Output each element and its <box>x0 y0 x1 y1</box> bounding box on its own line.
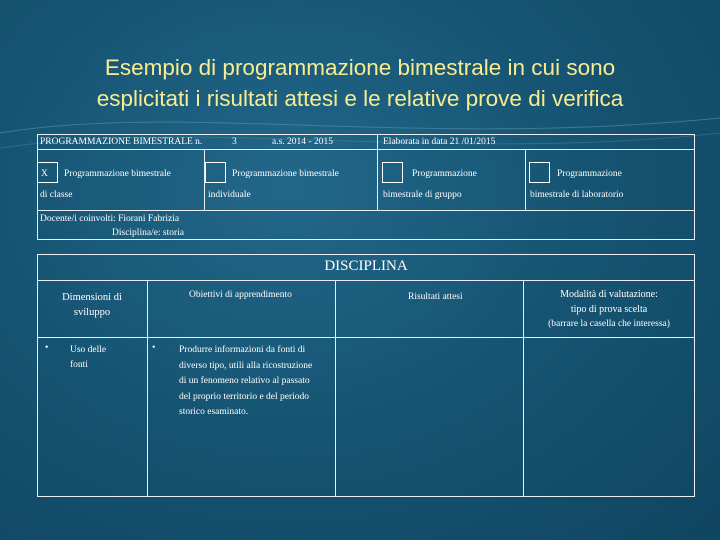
class-option-label-2: di classe <box>40 190 73 200</box>
lab-option-label-2: bimestrale di laboratorio <box>530 190 624 200</box>
discipline-title: DISCIPLINA <box>324 258 408 274</box>
elaboration-date: Elaborata in data 21 /01/2015 <box>383 137 496 147</box>
evaluation-header-line-1: Modalità di valutazione: <box>560 289 658 300</box>
page-title <box>0 52 720 114</box>
lab-option-label-1: Programmazione <box>557 169 622 179</box>
dimensions-header-line-2: sviluppo <box>73 307 111 318</box>
dimension-bullet: • <box>45 343 49 353</box>
lab-checkbox[interactable] <box>529 162 550 183</box>
results-header: Risultati attesi <box>408 292 463 302</box>
school-year: a.s. 2014 - 2015 <box>272 137 333 147</box>
dimension-item-line-1: Uso delle <box>70 345 107 355</box>
dimensions-header-line-1: Dimensioni di <box>62 292 122 303</box>
group-checkbox[interactable] <box>382 162 403 183</box>
class-checkbox-mark: X <box>41 169 48 179</box>
dimensions-header <box>40 290 144 320</box>
title-line-1: Esempio di programmazione bimestrale in cui sono <box>104 55 616 80</box>
group-option-label-2: bimestrale di gruppo <box>383 190 462 200</box>
group-option-label-1: Programmazione <box>412 169 477 179</box>
title-line-2: esplicitati i risultati attesi e le relative prove di verifica <box>96 86 624 111</box>
class-option-label-1: Programmazione bimestrale <box>64 169 171 179</box>
objective-line: storico esaminato. <box>179 407 249 417</box>
dimension-item-line-2: fonti <box>70 360 88 370</box>
evaluation-header-line-3: (barrare la casella che interessa) <box>548 319 670 329</box>
individual-option-cell <box>204 149 378 211</box>
individual-checkbox[interactable] <box>205 162 226 183</box>
individual-option-label-2: individuale <box>208 190 251 200</box>
evaluation-header <box>526 287 692 332</box>
objective-line: diverso tipo, utili alla ricostruzione <box>179 360 313 371</box>
dimension-item <box>70 343 106 373</box>
teachers-label: Docente/i coinvolti: Fiorani Fabrizia <box>40 214 180 224</box>
objective-item <box>179 343 312 421</box>
program-label: PROGRAMMAZIONE BIMESTRALE n. <box>40 137 203 147</box>
objective-line: di un fenomeno relativo al passato <box>179 376 310 386</box>
individual-option-label-1: Programmazione bimestrale <box>232 169 339 179</box>
lab-option-cell <box>525 149 695 211</box>
objective-line: Produrre informazioni da fonti di <box>179 345 306 355</box>
class-option-cell <box>37 149 205 211</box>
objective-line: del proprio territorio e del periodo <box>179 391 310 402</box>
evaluation-header-line-2: tipo di prova scelta <box>570 304 648 315</box>
discipline-label: Disciplina/e: storia <box>112 228 185 238</box>
objective-bullet: • <box>152 343 156 353</box>
program-number: 3 <box>232 137 237 147</box>
objectives-header: Obiettivi di apprendimento <box>189 290 292 300</box>
